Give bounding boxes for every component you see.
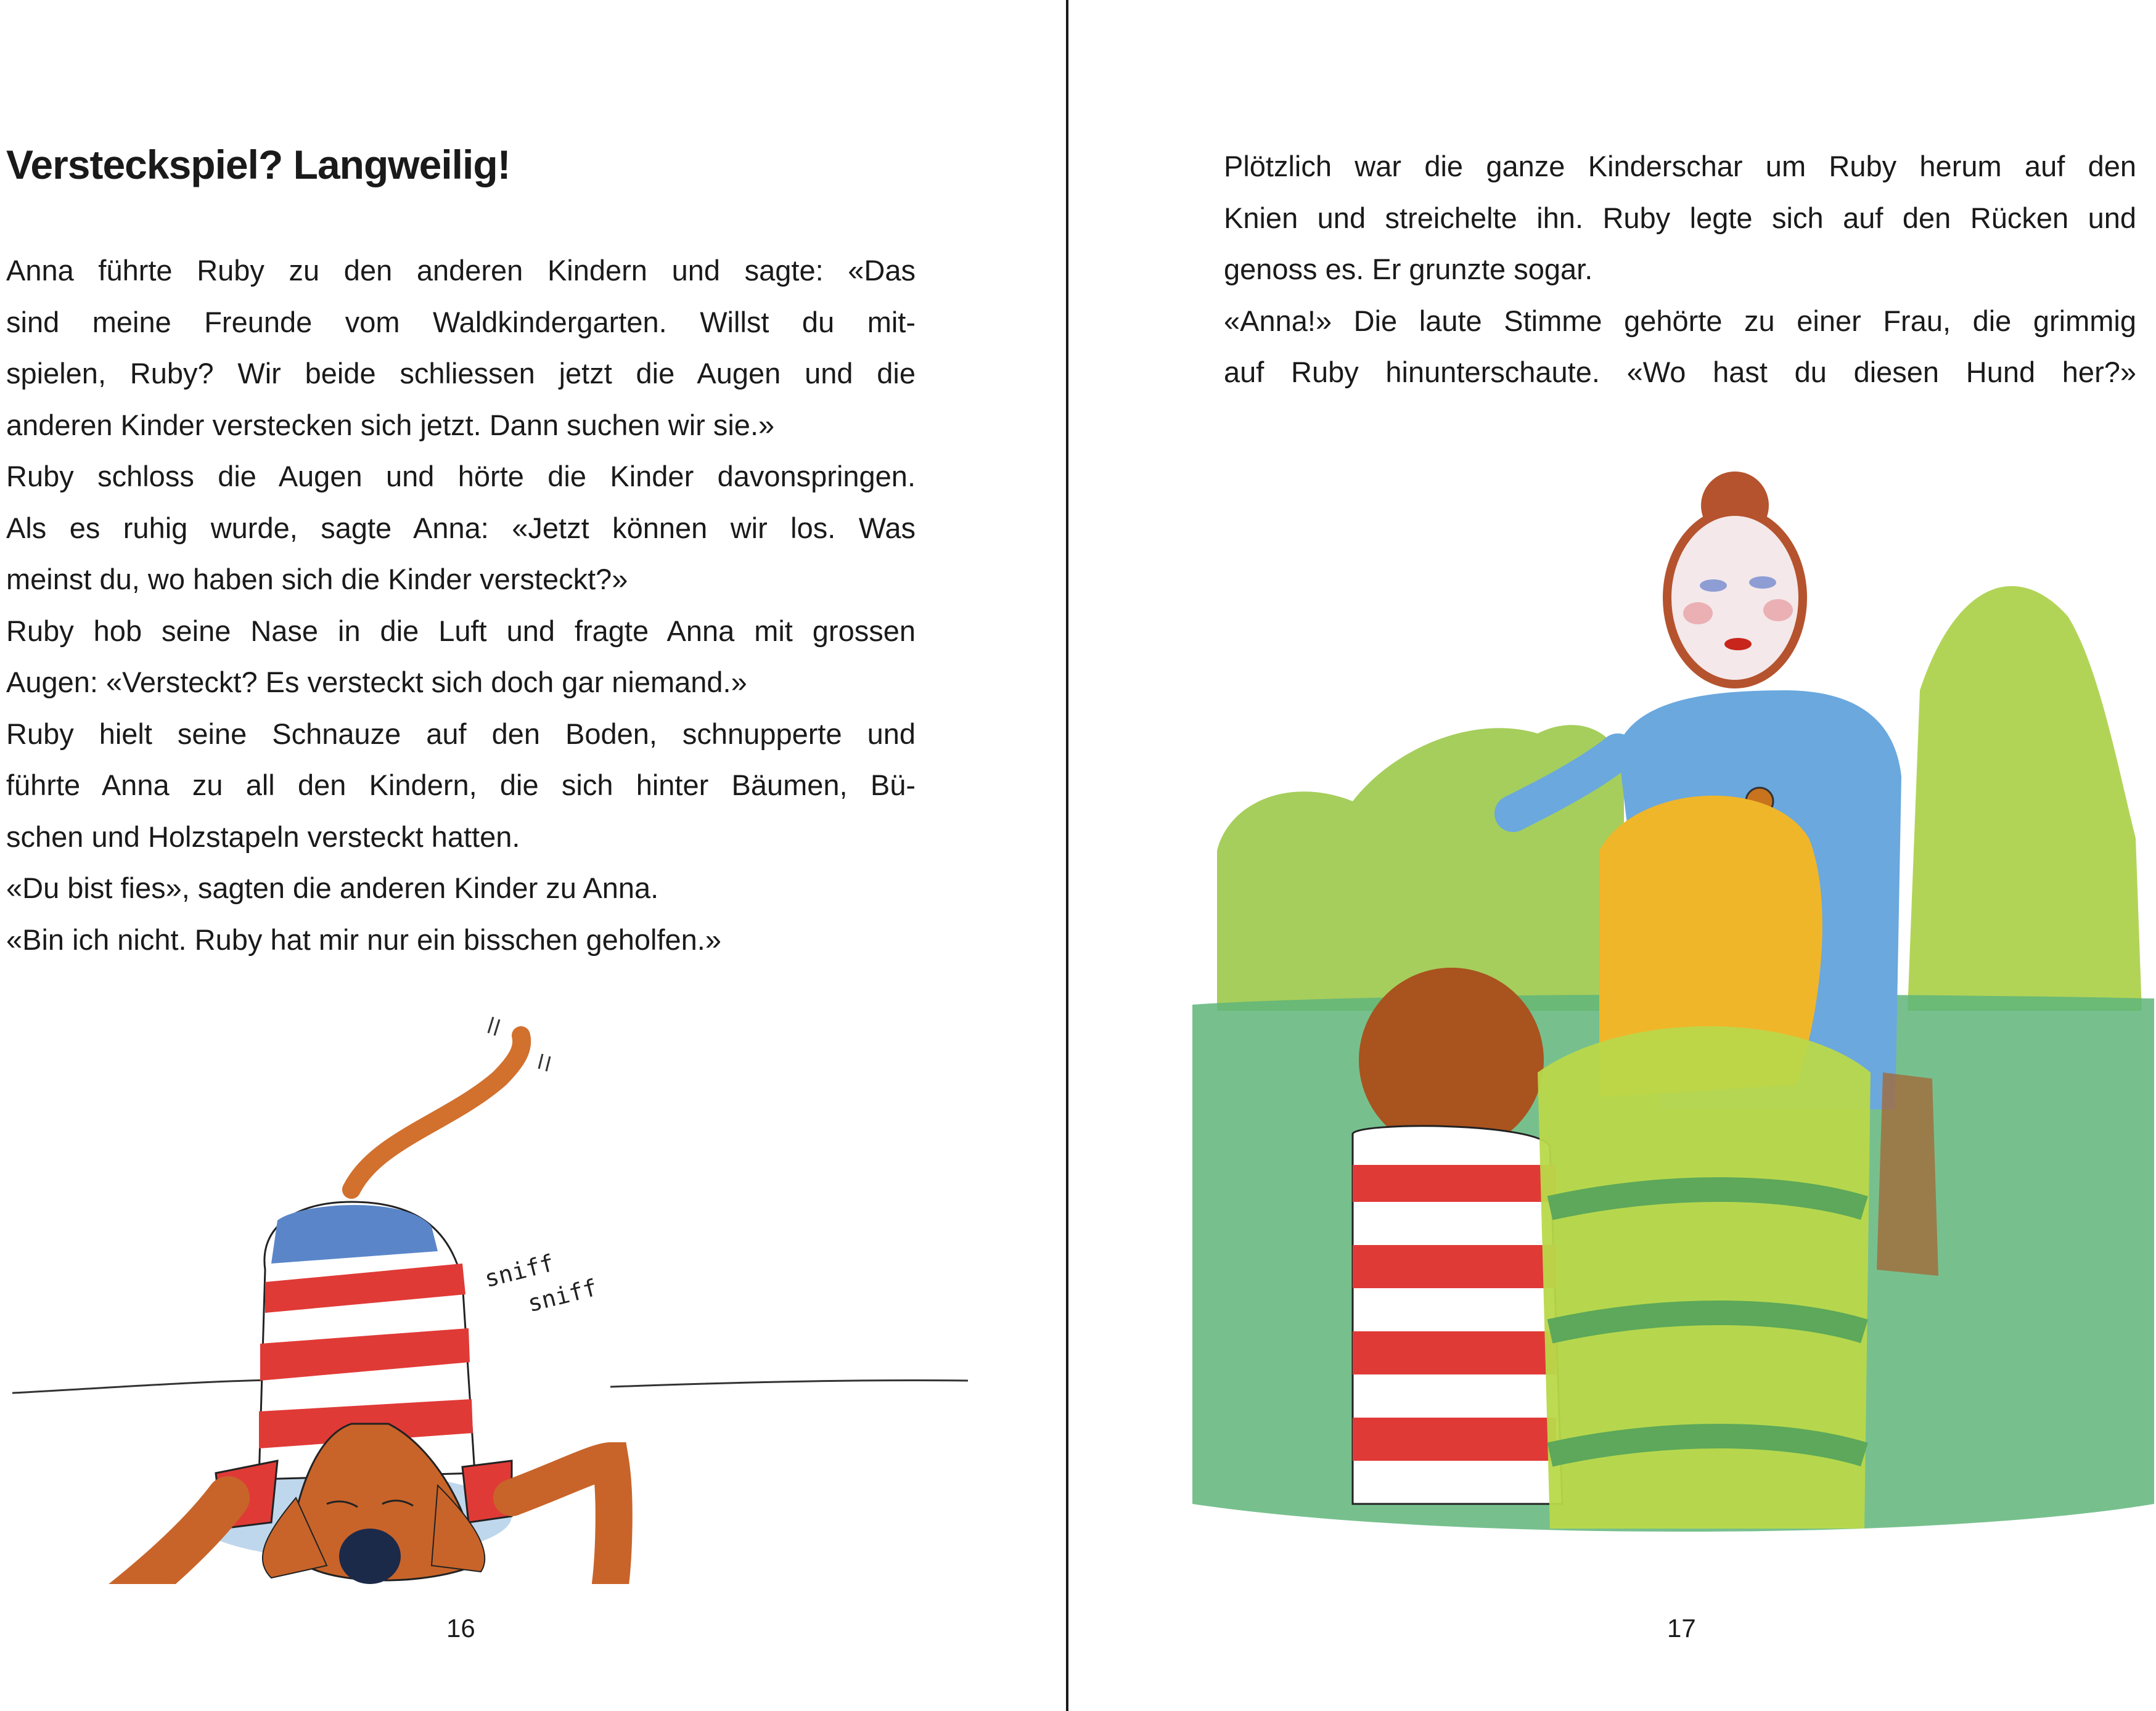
right-page	[1069, 0, 2156, 1711]
text-line: «Anna!» Die laute Stimme gehörte zu einer Frau, die grimmig	[1224, 304, 2136, 337]
text-line: führte Anna zu all den Kindern, die sich hinter Bäumen, Bü-	[6, 769, 916, 801]
text-line: schen und Holzstapeln versteckt hatten.	[6, 820, 520, 853]
text-line: genoss es. Er grunzte sogar.	[1224, 253, 1593, 285]
chapter-heading: Versteckspiel? Langweilig!	[6, 142, 510, 187]
page-number-17: 17	[1667, 1614, 1696, 1643]
sniff-caption: sniff	[482, 1249, 557, 1293]
text-line: sind meine Freunde vom Waldkindergarten. Willst du mit-	[6, 305, 916, 338]
page-number-16: 16	[446, 1614, 475, 1643]
text-line: Ruby hielt seine Schnauze auf den Boden, schnupperte und	[6, 717, 916, 750]
text-line: Augen: «Versteckt? Es versteckt sich doch gar niemand.»	[6, 666, 747, 698]
text-line: meinst du, wo haben sich die Kinder versteckt?»	[6, 563, 628, 595]
dog-sniffing-illustration	[6, 992, 980, 1584]
text-line: Als es ruhig wurde, sagte Anna: «Jetzt können wir los. Was	[6, 511, 916, 544]
text-line: Plötzlich war die ganze Kinderschar um Ruby herum auf den	[1224, 150, 2136, 182]
left-body-text	[6, 245, 916, 965]
sniff-caption: sniff	[525, 1273, 600, 1318]
text-line: auf Ruby hinunterschaute. «Wo hast du diesen Hund her?»	[1224, 356, 2136, 388]
text-line: Ruby schloss die Augen und hörte die Kinder davonspringen.	[6, 460, 916, 492]
left-page	[0, 0, 1067, 1711]
right-body-text	[1224, 141, 2136, 398]
woman-and-children-illustration	[1192, 456, 2154, 1590]
text-line: «Du bist fies», sagten die anderen Kinder zu Anna.	[6, 872, 659, 904]
text-line: Anna führte Ruby zu den anderen Kindern und sagte: «Das	[6, 254, 916, 287]
text-line: «Bin ich nicht. Ruby hat mir nur ein bisschen geholfen.»	[6, 923, 721, 956]
book-spine-divider	[1066, 0, 1068, 1711]
text-line: Ruby hob seine Nase in die Luft und fragte Anna mit grossen	[6, 614, 916, 647]
text-line: Knien und streichelte ihn. Ruby legte sich auf den Rücken und	[1224, 201, 2136, 234]
text-line: spielen, Ruby? Wir beide schliessen jetzt die Augen und die	[6, 357, 916, 390]
text-line: anderen Kinder verstecken sich jetzt. Dann suchen wir sie.»	[6, 408, 775, 441]
